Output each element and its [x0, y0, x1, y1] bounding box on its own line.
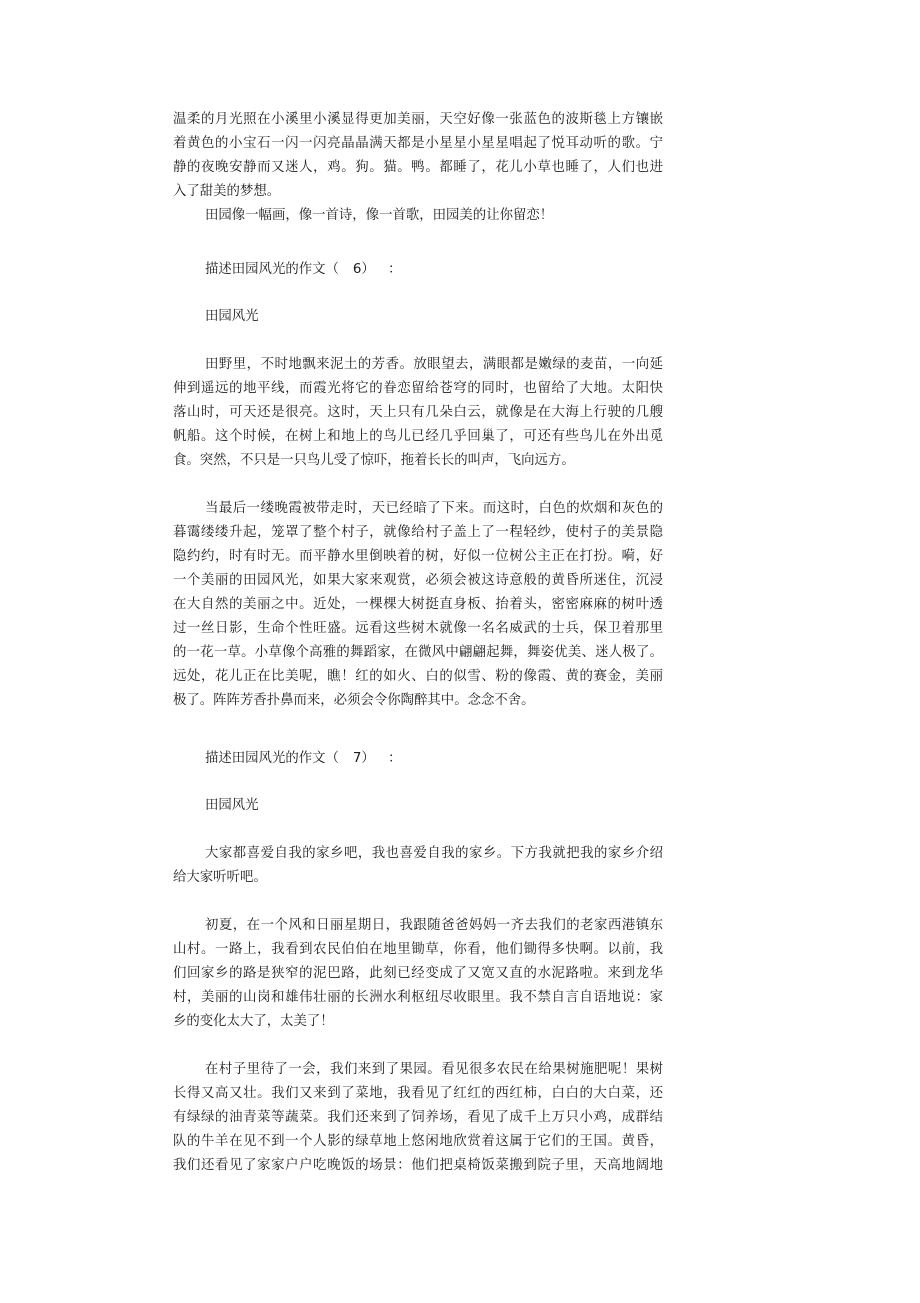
section-title: 田园风光 — [205, 309, 259, 324]
text-line: 在大自然的美丽之中。近处，一棵棵大树挺直身板、抬着头，密密麻麻的树叶透 — [173, 597, 663, 612]
text-line: 过一丝日影，生命个性旺盛。远看这些树木就像一名名威武的士兵，保卫着那里 — [173, 621, 663, 636]
text-line: 长得又高又壮。我们又来到了菜地，我看见了红红的西红柿，白白的大白菜，还 — [173, 1086, 663, 1101]
heading-colon: ： — [388, 751, 402, 766]
text-line: 帆船。这个时候，在树上和地上的鸟儿已经几乎回巢了，可还有些鸟儿在外出觅 — [173, 429, 663, 444]
text-line: 们回家乡的路是狭窄的泥巴路，此刻已经变成了又宽又直的水泥路啦。来到龙华 — [173, 966, 663, 981]
text-line: 大家都喜爱自我的家乡吧，我也喜爱自我的家乡。下方我就把我的家乡介绍 — [205, 846, 663, 861]
section-title: 田园风光 — [205, 798, 259, 813]
heading-number: 6） — [352, 262, 369, 277]
text-line: 的一花一草。小草像个高雅的舞蹈家，在微风中翩翩起舞，舞姿优美、迷人极了。 — [173, 645, 663, 660]
heading-prefix: 描述田园风光的作文（ — [205, 262, 339, 277]
text-line: 静的夜晚安静而又迷人，鸡。狗。猫。鸭。都睡了，花儿小草也睡了，人们也进 — [173, 160, 663, 175]
text-line: 村，美丽的山岗和雄伟壮丽的长洲水利枢纽尽收眼里。我不禁自言自语地说：家 — [173, 990, 663, 1005]
text-line: 田野里，不时地飘来泥土的芳香。放眼望去，满眼都是嫩绿的麦苗，一向延 — [205, 357, 663, 372]
text-line: 山村。一路上，我看到农民伯伯在地里锄草，你看，他们锄得多快啊。以前，我 — [173, 942, 663, 957]
text-line: 初夏，在一个风和日丽星期日，我跟随爸爸妈妈一齐去我们的老家西港镇东 — [205, 918, 663, 933]
heading-colon: ： — [388, 262, 402, 277]
text-line: 食。突然，不只是一只鸟儿受了惊吓，拖着长长的叫声，飞向远方。 — [173, 453, 575, 468]
text-line: 田园像一幅画，像一首诗，像一首歌，田园美的让你留恋！ — [205, 208, 554, 223]
text-line: 有绿绿的油青菜等蔬菜。我们还来到了饲养场，看见了成千上万只小鸡，成群结 — [173, 1110, 663, 1125]
text-line: 当最后一缕晚霞被带走时，天已经暗了下来。而这时，白色的炊烟和灰色的 — [205, 501, 663, 516]
section-heading — [205, 750, 663, 768]
text-line: 着黄色的小宝石一闪一闪亮晶晶满天都是小星星小星星唱起了悦耳动听的歌。宁 — [173, 136, 663, 151]
text-line: 一个美丽的田园风光，如果大家来观赏，必须会被这诗意般的黄昏所迷住，沉浸 — [173, 573, 663, 588]
text-line: 队的牛羊在见不到一个人影的绿草地上悠闲地欣赏着这属于它们的王国。黄昏， — [173, 1134, 663, 1149]
text-line: 极了。阵阵芳香扑鼻而来，必须会令你陶醉其中。念念不舍。 — [173, 693, 535, 708]
heading-prefix: 描述田园风光的作文（ — [205, 751, 339, 766]
text-line: 伸到遥远的地平线，而霞光将它的眷恋留给苍穹的同时，也留给了大地。太阳快 — [173, 381, 663, 396]
text-line: 入了甜美的梦想。 — [173, 184, 281, 199]
text-line: 在村子里待了一会，我们来到了果园。看见很多农民在给果树施肥呢！果树 — [205, 1062, 663, 1077]
text-line: 我们还看见了家家户户吃晚饭的场景：他们把桌椅饭菜搬到院子里，天高地阔地 — [173, 1158, 663, 1173]
section-heading — [205, 261, 663, 279]
text-line: 乡的变化太大了，太美了！ — [173, 1014, 334, 1029]
text-line: 远处，花儿正在比美呢，瞧！红的如火、白的似雪、粉的像霞、黄的赛金，美丽 — [173, 669, 663, 684]
text-line: 暮霭缕缕升起，笼罩了整个村子，就像给村子盖上了一程轻纱，使村子的美景隐 — [173, 525, 663, 540]
text-line: 隐约约，时有时无。而平静水里倒映着的树，好似一位树公主正在打扮。嗬，好 — [173, 549, 663, 564]
text-line: 温柔的月光照在小溪里小溪显得更加美丽，天空好像一张蓝色的波斯毯上方镶嵌 — [173, 112, 663, 127]
text-line: 给大家听听吧。 — [173, 870, 267, 885]
heading-number: 7） — [352, 751, 369, 766]
text-line: 落山时，可天还是很亮。这时，天上只有几朵白云，就像是在大海上行驶的几艘 — [173, 405, 663, 420]
